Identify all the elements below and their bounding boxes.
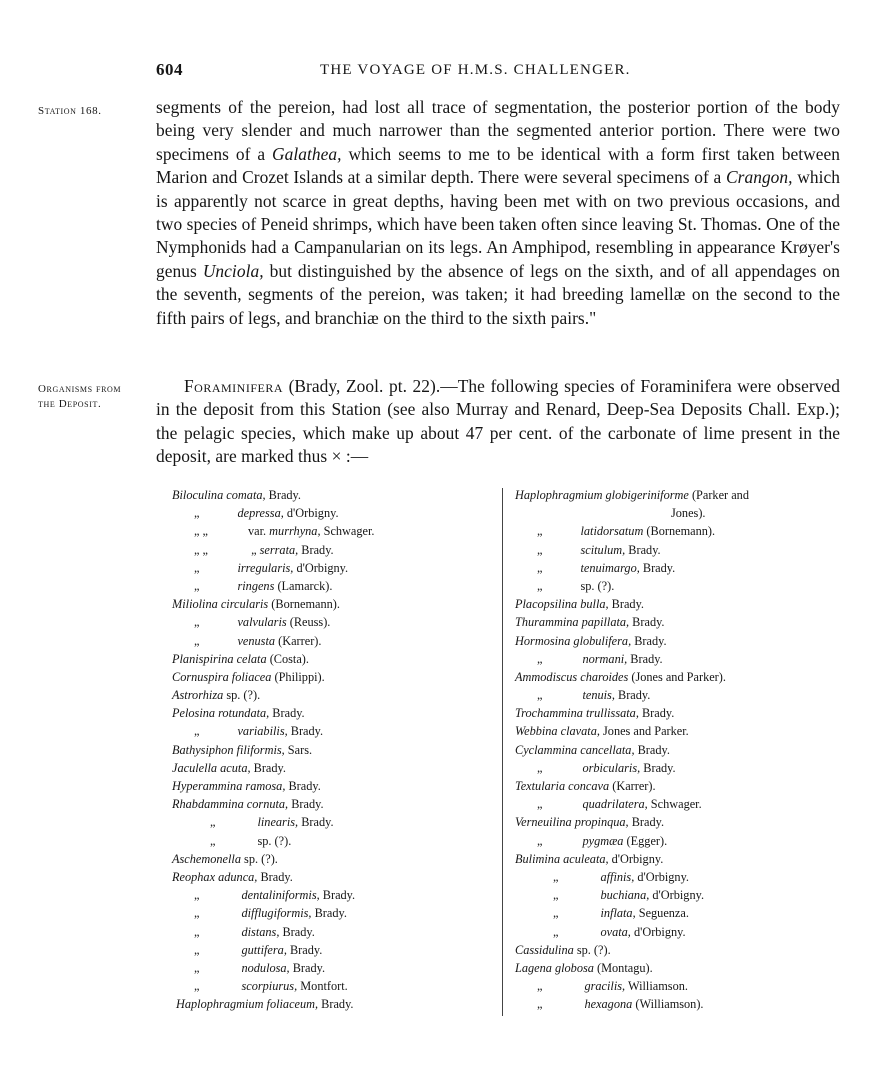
species-entry (172, 632, 492, 650)
species-entry (172, 668, 492, 686)
ditto-mark: „ (194, 506, 200, 521)
species-authority: sp. (?). (257, 833, 292, 848)
species-entry (172, 759, 492, 777)
species-entry (515, 577, 840, 595)
species-list-left (172, 486, 492, 1013)
species-authority: Brady. (629, 615, 665, 630)
species-entry (515, 850, 840, 868)
species-entry (172, 795, 492, 813)
ditto-mark: „ (537, 542, 543, 557)
ditto-mark: „ (537, 797, 543, 812)
species-authority: d'Orbigny. (649, 888, 705, 903)
species-authority: Brady. (318, 997, 354, 1012)
species-authority: Brady. (627, 651, 663, 666)
ditto-mark: „ (537, 578, 543, 593)
species-authority: Jones). (671, 506, 706, 521)
ditto-mark: „ (553, 888, 559, 903)
species-entry (515, 795, 840, 813)
species-entry (515, 632, 840, 650)
para1-text-2: which seems to me to be identical with a form first taken between Marion and Crozet Islands at a similar depth. There were several specimens of a (156, 143, 840, 188)
ditto-mark: „ (194, 960, 200, 975)
species-entry (515, 595, 840, 613)
species-name: difflugiformis, (241, 906, 312, 921)
species-authority: (Bornemann). (268, 597, 340, 612)
ditto-mark: „ (210, 815, 216, 830)
species-authority: d'Orbigny. (293, 560, 349, 575)
species-authority: (Philippi). (271, 669, 325, 684)
ditto-mark: „ (194, 979, 200, 994)
species-name: valvularis (237, 615, 287, 630)
species-name: inflata, (600, 906, 636, 921)
ditto-mark: „ (537, 688, 543, 703)
species-name: Textularia concava (515, 779, 610, 793)
species-entry (172, 850, 492, 868)
species-entry (172, 504, 492, 522)
species-authority: Brady. (625, 542, 661, 557)
organisms-label-line2: the Deposit. (38, 398, 102, 410)
species-authority: Brady. (288, 797, 324, 812)
page-header (0, 60, 880, 84)
species-name: Lagena globosa (515, 960, 594, 975)
species-authority: Brady. (289, 960, 326, 975)
ditto-mark: „ „ (194, 524, 208, 539)
species-authority: (Reuss). (286, 615, 331, 630)
species-authority: (Montagu). (593, 960, 653, 975)
species-entry (515, 613, 840, 631)
species-authority: sp. (?). (223, 688, 261, 703)
species-entry (172, 686, 492, 704)
species-entry (515, 904, 840, 922)
species-entry (172, 522, 492, 540)
species-name: Biloculina comata, (172, 488, 266, 502)
para1-text-3: which is apparently not scarce in great depths, having been met with on two previous occasions, and two species of Peneid shrimps, which have been taken often since leaving St. Thomas. One of the Nymphonids had a Campanularian on its legs. An Amphipod, resembling in appearance Krøyer's genus (156, 167, 840, 281)
species-authority: Brady. (311, 906, 347, 921)
species-entry (515, 759, 840, 777)
ditto-mark: „ (553, 906, 559, 921)
species-name: Reophax adunca, (172, 869, 258, 884)
species-name: Rhabdammina cornuta, (172, 797, 289, 812)
species-name: ringens (237, 578, 275, 593)
species-name: quadrilatera, (582, 797, 648, 812)
species-entry (515, 541, 840, 559)
species-name: irregularis, (237, 560, 294, 575)
species-entry (515, 504, 840, 522)
species-authority: Brady. (298, 815, 334, 830)
species-name: Miliolina circularis (172, 597, 269, 612)
species-authority: Brady. (631, 633, 667, 648)
species-name: Bulimina aculeata, (515, 851, 609, 866)
ditto-mark: „ (537, 997, 543, 1012)
para2-text: (Brady, Zool. pt. 22).—The following species of Foraminifera were observed in the deposit from this Station (see also Murray and Renard, Deep-Sea Deposits Chall. Exp.); the pelagic species, which make up about 47 per cent. of the carbonate of lime present in the deposit, are marked thus × :— (156, 376, 840, 467)
species-authority: var. (248, 524, 270, 539)
species-authority: (Bornemann). (643, 524, 716, 539)
ditto-mark: „ (194, 924, 200, 939)
station-label: Station 168. (38, 105, 102, 117)
species-authority: Brady. (640, 760, 676, 775)
species-entry (172, 595, 492, 613)
species-entry (515, 813, 840, 831)
ditto-mark: „ (194, 906, 200, 921)
ditto-mark: „ (194, 560, 200, 575)
species-name: scitulum, (580, 542, 626, 557)
page-number: 604 (156, 60, 183, 79)
species-authority: Schwager. (647, 797, 702, 812)
species-authority: d'Orbigny. (630, 924, 686, 939)
species-entry (515, 923, 840, 941)
species-authority: (Costa). (266, 651, 309, 666)
species-name: dentaliniformis, (241, 888, 320, 903)
species-authority: „ (248, 542, 260, 557)
species-authority: sp. (?). (240, 851, 278, 866)
ditto-mark: „ (537, 651, 543, 666)
species-entry (172, 904, 492, 922)
ditto-mark: „ (194, 578, 200, 593)
species-name: linearis, (257, 815, 299, 830)
margin-note-organisms (38, 382, 121, 412)
species-entry (515, 941, 840, 959)
para1-italic-unciola: Unciola, (202, 260, 264, 281)
species-name: Cornuspira foliacea (172, 669, 272, 684)
species-authority: Williamson. (625, 979, 688, 994)
species-name: normani, (582, 651, 628, 666)
species-authority: d'Orbigny. (608, 851, 664, 866)
species-entry (172, 995, 492, 1013)
species-name: Hormosina globulifera, (515, 633, 632, 648)
species-entry (172, 650, 492, 668)
species-entry (172, 777, 492, 795)
ditto-mark: „ (194, 942, 200, 957)
species-name: orbicularis, (582, 760, 641, 775)
species-name: Cyclammina cancellata, (515, 742, 635, 757)
species-authority: Brady. (319, 888, 356, 903)
variety-name: serrata, (259, 542, 299, 557)
species-entry (515, 832, 840, 850)
running-title: THE VOYAGE OF H.M.S. CHALLENGER. (320, 62, 631, 78)
species-name: Webbina clavata, (515, 724, 600, 739)
margin-note-station (38, 104, 102, 119)
species-name: ovata, (600, 924, 631, 939)
ditto-mark: „ (210, 833, 216, 848)
species-name: Aschemonella (172, 851, 241, 866)
species-entry (172, 486, 492, 504)
species-entry (172, 541, 492, 559)
species-authority: Brady. (265, 488, 301, 502)
ditto-mark: „ (553, 869, 559, 884)
species-entry (172, 977, 492, 995)
species-entry (515, 486, 840, 504)
variety-authority: Schwager. (320, 524, 375, 539)
species-name: Verneuilina propinqua, (515, 815, 629, 830)
species-name: Pelosina rotundata, (172, 706, 270, 721)
species-authority: d'Orbigny. (634, 869, 689, 884)
species-entry (172, 832, 492, 850)
foraminifera-heading: Foraminifera (184, 376, 284, 396)
ditto-mark: „ (194, 615, 200, 630)
species-authority: (Williamson). (632, 997, 704, 1012)
paragraph-foraminifera (156, 375, 840, 469)
species-name: Planispirina celata (172, 651, 267, 666)
species-name: Cassidulina (515, 942, 574, 957)
species-entry (515, 995, 840, 1013)
species-name: tenuis, (582, 688, 615, 703)
ditto-mark: „ (194, 633, 200, 648)
species-entry (515, 650, 840, 668)
species-name: Thurammina papillata, (515, 615, 630, 630)
species-authority: Brady. (614, 688, 651, 703)
paragraph-description (156, 96, 840, 330)
species-name: depressa, (237, 506, 284, 521)
species-authority: Brady. (250, 760, 286, 775)
species-name: Ammodiscus charoides (515, 669, 629, 684)
species-name: Haplophragmium foliaceum, (176, 997, 319, 1012)
species-entry (172, 722, 492, 740)
species-authority: Brady. (639, 560, 676, 575)
species-entry (172, 959, 492, 977)
ditto-mark: „ (537, 560, 543, 575)
species-entry (172, 559, 492, 577)
para1-text-4: but distinguished by the absence of legs on the sixth, and of all appendages on the seventh, segments of the pereion, was taken; it had breeding lamellæ on the second to the fifth pairs of legs, and branchiæ on the third to the sixth pairs." (156, 260, 840, 328)
species-authority: Montfort. (297, 979, 348, 994)
species-name: Trochammina trullissata, (515, 706, 639, 721)
species-entry (172, 577, 492, 595)
species-entry (172, 704, 492, 722)
species-name: pygmæa (582, 833, 624, 848)
species-entry (172, 941, 492, 959)
ditto-mark: „ (537, 833, 543, 848)
species-authority: sp. (?). (580, 578, 615, 593)
species-entry (172, 868, 492, 886)
variety-name: murrhyna, (269, 524, 321, 539)
species-entry (172, 813, 492, 831)
species-entry (515, 686, 840, 704)
para1-italic-galathea: Galathea, (272, 143, 342, 164)
species-name: tenuimargo, (580, 560, 640, 575)
ditto-mark: „ (194, 724, 200, 739)
species-authority: Sars. (284, 742, 313, 757)
species-entry (515, 777, 840, 795)
species-name: nodulosa, (241, 960, 290, 975)
species-entry (172, 741, 492, 759)
species-entry (515, 977, 840, 995)
species-entry (172, 613, 492, 631)
species-authority: Brady. (634, 742, 670, 757)
species-entry (515, 868, 840, 886)
species-entry (515, 886, 840, 904)
species-authority: (Lamarck). (274, 578, 333, 593)
para1-text-1: segments of the pereion, had lost all trace of segmentation, the posterior portion of the body being very slender and much narrower than the segmented anterior portion. There were two specimens of a (156, 97, 840, 164)
species-authority: (Karrer). (275, 633, 322, 648)
species-authority: Brady. (285, 779, 321, 793)
species-entry (172, 923, 492, 941)
variety-authority: Brady. (298, 542, 334, 557)
species-name: scorpiurus, (241, 979, 298, 994)
organisms-label-line1: Organisms from (38, 383, 122, 395)
species-name: latidorsatum (580, 524, 644, 539)
species-authority: Brady. (608, 597, 644, 612)
column-divider (502, 488, 503, 1016)
para1-italic-crangon: Crangon, (725, 167, 793, 188)
species-name: affinis, (600, 869, 635, 884)
species-authority: (Jones and Parker). (628, 669, 726, 684)
species-entry (515, 522, 840, 540)
species-authority: (Karrer). (609, 779, 656, 793)
species-name: hexagona (584, 997, 633, 1012)
species-entry (172, 886, 492, 904)
species-name: guttifera, (241, 942, 287, 957)
species-name: Bathysiphon filiformis, (172, 742, 285, 757)
species-authority: Brady. (257, 869, 293, 884)
species-authority: Brady. (286, 942, 323, 957)
species-name: distans, (241, 924, 280, 939)
ditto-mark: „ (537, 979, 543, 994)
ditto-mark: „ (194, 888, 200, 903)
species-authority: Brady. (279, 924, 315, 939)
species-entry (515, 559, 840, 577)
species-list-right (515, 486, 840, 1013)
species-entry (515, 704, 840, 722)
species-name: Haplophragmium globigeriniforme (515, 488, 689, 502)
ditto-mark: „ (537, 760, 543, 775)
species-name: Astrorhiza (172, 688, 224, 703)
species-name: buchiana, (600, 888, 650, 903)
species-name: Jaculella acuta, (172, 760, 251, 775)
species-authority: Seguenza. (635, 906, 689, 921)
species-authority: Brady. (638, 706, 675, 721)
species-authority: Brady. (628, 815, 665, 830)
species-name: venusta (237, 633, 276, 648)
species-authority: d'Orbigny. (283, 506, 339, 521)
ditto-mark: „ „ (194, 542, 208, 557)
ditto-mark: „ (537, 524, 543, 539)
species-authority: Brady. (269, 706, 305, 721)
species-authority: Jones and Parker. (599, 724, 689, 739)
species-entry (515, 959, 840, 977)
species-authority: (Egger). (623, 833, 668, 848)
species-name: variabilis, (237, 724, 288, 739)
ditto-mark: „ (553, 924, 559, 939)
species-name: Hyperammina ramosa, (172, 779, 286, 793)
species-authority: (Parker and (688, 488, 749, 502)
species-name: gracilis, (584, 979, 626, 994)
species-entry (515, 722, 840, 740)
species-entry (515, 741, 840, 759)
species-authority: sp. (?). (573, 942, 611, 957)
species-name: Placopsilina bulla, (515, 597, 609, 612)
species-entry (515, 668, 840, 686)
species-authority: Brady. (287, 724, 324, 739)
